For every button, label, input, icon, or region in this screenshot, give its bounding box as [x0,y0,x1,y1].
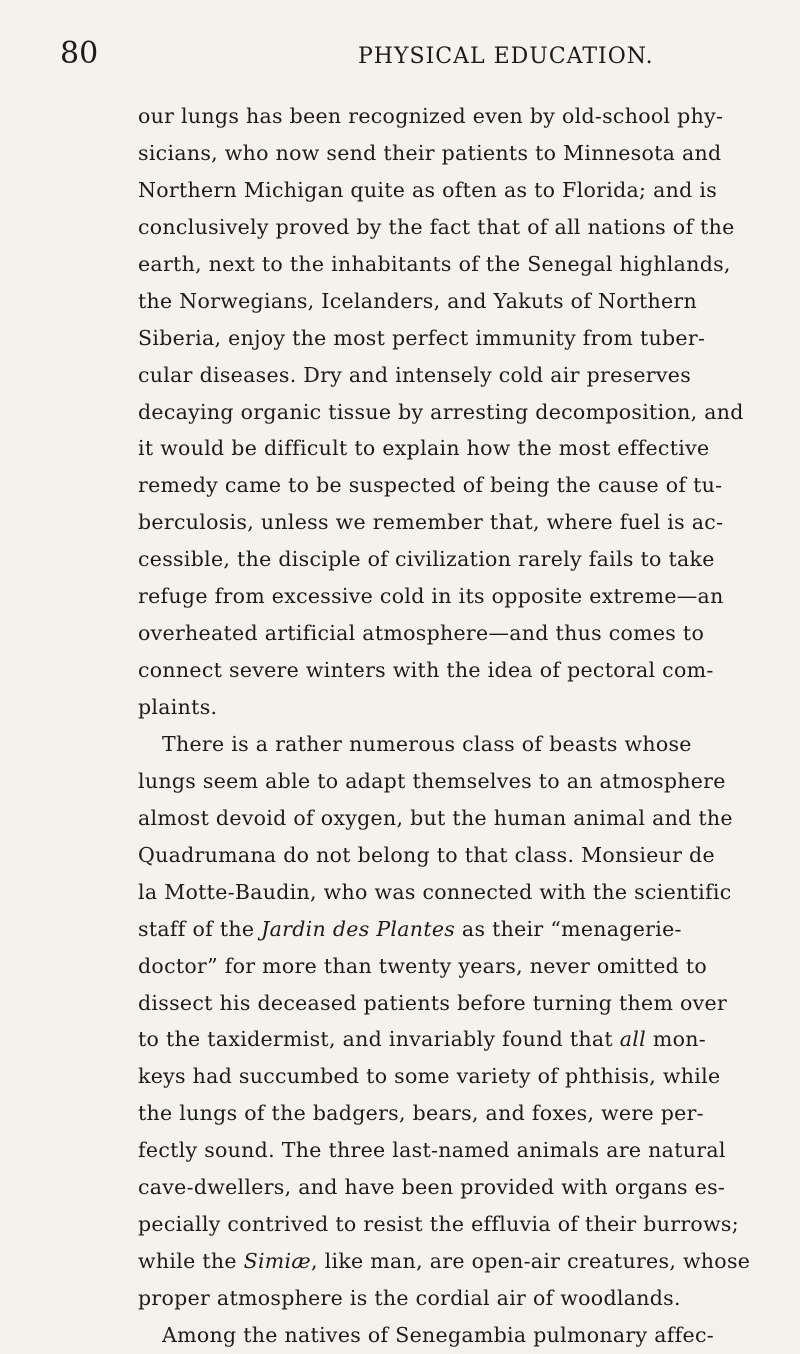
text-line [138,1021,706,1058]
text-run: as their “menagerie- [455,916,682,941]
text-line: remedy came to be suspected of being the cause of tu- [138,473,723,498]
text-line: pecially contrived to resist the effluvia of their burrows; [138,1212,739,1237]
text-run: while the [138,1249,244,1274]
text-line: sicians, who now send their patients to Minnesota and [138,140,722,165]
text-line: berculosis, unless we remember that, where fuel is ac- [138,510,724,535]
text-line: la Motte-Baudin, who was connected with the scientific [138,879,732,904]
text-line: the lungs of the badgers, bears, and foxes, were per- [138,1101,704,1126]
text-line: Among the natives of Senegambia pulmonary affec- [162,1322,714,1347]
page-number: 80 [60,36,99,71]
page-header [60,36,740,80]
text-line: keys had succumbed to some variety of phthisis, while [138,1064,721,1089]
text-line: cular diseases. Dry and intensely cold air preserves [138,362,692,387]
text-line: doctor” for more than twenty years, never omitted to [138,953,708,978]
text-line: it would be difficult to explain how the most effective [138,436,710,461]
text-line: earth, next to the inhabitants of the Senegal highlands, [138,251,731,276]
text-line: Northern Michigan quite as often as to Florida; and is [138,177,718,202]
text-line: fectly sound. The three last-named animals are natural [138,1138,726,1163]
body-text [138,98,751,1354]
text-line: Siberia, enjoy the most perfect immunity from tuber- [138,325,706,350]
text-line: lungs seem able to adapt themselves to an atmosphere [138,768,726,793]
text-line: dissect his deceased patients before turning them over [138,990,728,1015]
text-line [138,1243,751,1280]
text-line: conclusively proved by the fact that of all nations of the [138,214,735,239]
text-line: cave-dwellers, and have been provided with organs es- [138,1175,726,1200]
text-line: Quadrumana do not belong to that class. Monsieur de [138,842,715,867]
text-line: refuge from excessive cold in its opposite extreme—an [138,584,724,609]
text-line: overheated artificial atmosphere—and thus comes to [138,621,705,646]
italic-word: all [619,1027,647,1052]
text-line: the Norwegians, Icelanders, and Yakuts of Northern [138,288,698,313]
running-head: PHYSICAL EDUCATION. [358,44,654,69]
text-line: There is a rather numerous class of beasts whose [162,731,692,756]
text-line: connect severe winters with the idea of pectoral com- [138,658,714,683]
text-line: cessible, the disciple of civilization rarely fails to take [138,547,715,572]
text-run: staff of the [138,916,262,941]
text-line: almost devoid of oxygen, but the human animal and the [138,805,733,830]
text-line: plaints. [138,695,218,719]
text-run: , like man, are open-air creatures, whose [310,1249,751,1274]
text-run: mon- [646,1027,706,1052]
italic-word: Simiæ [243,1249,311,1274]
text-line: decaying organic tissue by arresting decomposition, and [138,399,744,424]
italic-title: Jardin des Plantes [261,916,456,941]
text-run: to the taxidermist, and invariably found that [138,1027,620,1052]
text-line: proper atmosphere is the cordial air of woodlands. [138,1286,681,1310]
text-line [138,911,682,948]
text-line: our lungs has been recognized even by old-school phy- [138,104,724,128]
